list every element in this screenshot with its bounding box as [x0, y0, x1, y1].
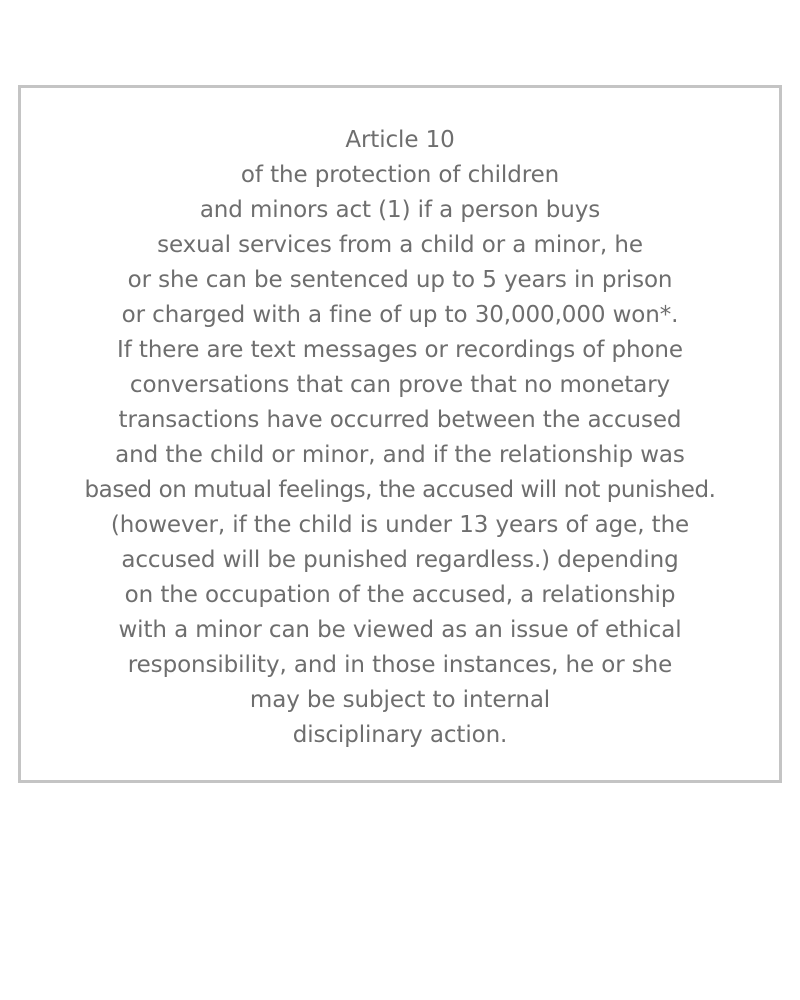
notice-line: or she can be sentenced up to 5 years in prison: [127, 267, 673, 293]
notice-line: disciplinary action.: [292, 722, 508, 748]
notice-line: (however, if the child is under 13 years of age, the: [110, 512, 690, 538]
notice-line: conversations that can prove that no monetary: [129, 372, 671, 398]
notice-text: [21, 123, 779, 753]
notice-box: [18, 85, 782, 783]
notice-line: and the child or minor, and if the relationship was: [115, 442, 685, 468]
notice-line: with a minor can be viewed as an issue of ethical: [118, 617, 682, 643]
notice-line: sexual services from a child or a minor, he: [157, 232, 643, 258]
notice-line: responsibility, and in those instances, he or she: [127, 652, 673, 678]
notice-line: If there are text messages or recordings of phone: [117, 337, 683, 363]
notice-line: may be subject to internal: [249, 687, 551, 713]
notice-line: based on mutual feelings, the accused will not punished.: [84, 477, 716, 503]
notice-title: Article 10: [345, 127, 455, 153]
notice-line: accused will be punished regardless.) depending: [121, 547, 679, 573]
notice-line: of the protection of children: [240, 162, 560, 188]
notice-line: transactions have occurred between the accused: [118, 407, 682, 433]
notice-line: or charged with a fine of up to 30,000,000 won*.: [121, 302, 679, 328]
notice-line: on the occupation of the accused, a relationship: [124, 582, 676, 608]
notice-line: and minors act (1) if a person buys: [199, 197, 601, 223]
